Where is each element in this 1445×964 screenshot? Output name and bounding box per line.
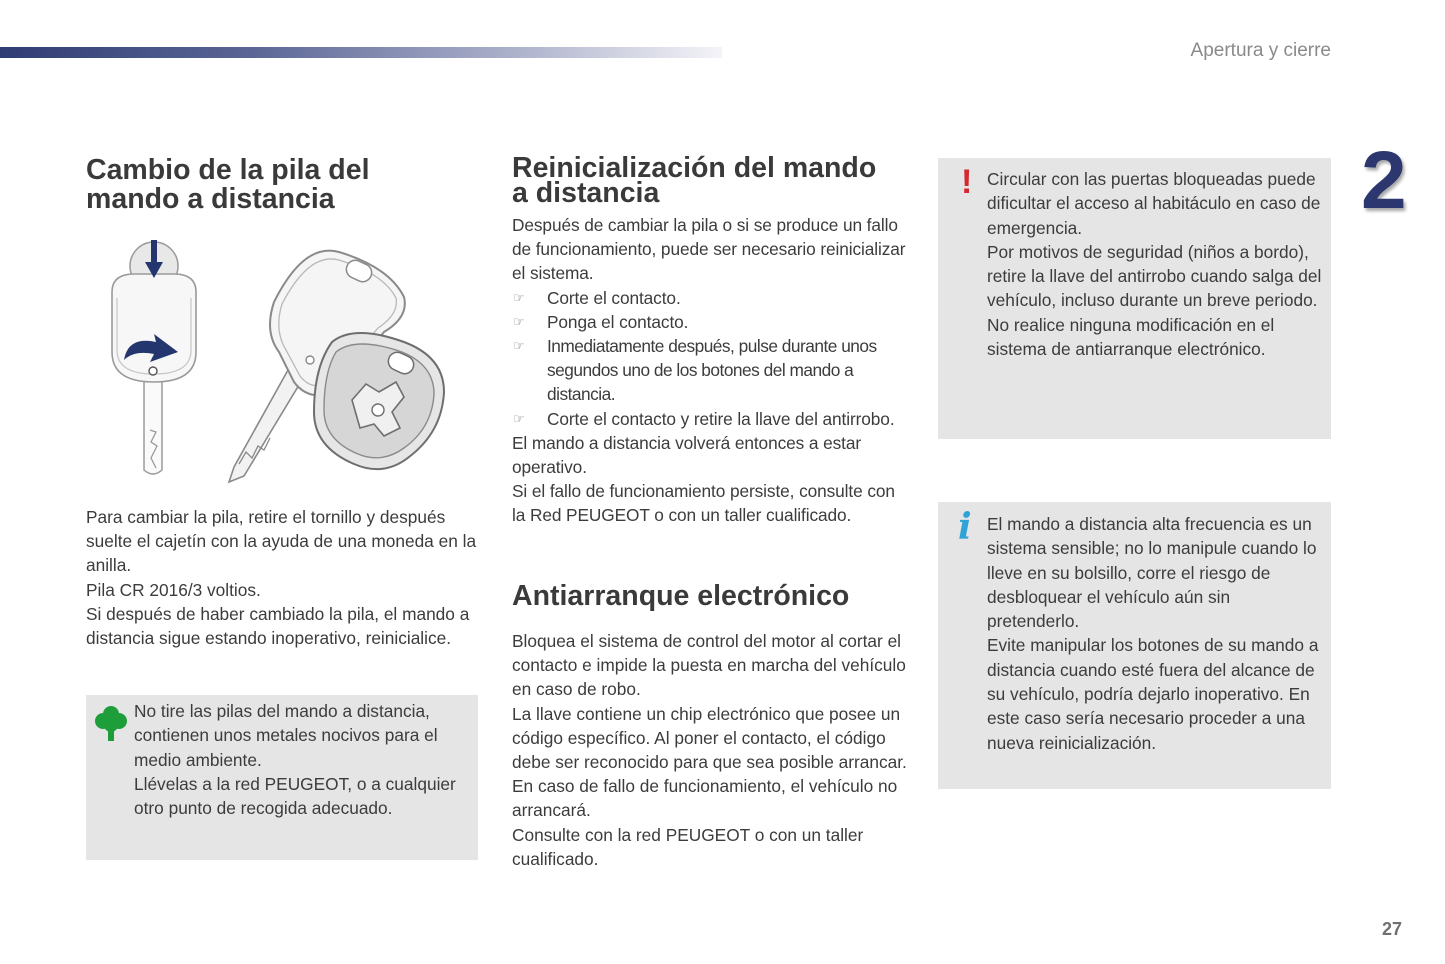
hand-pointer-icon: ☞ — [513, 289, 525, 305]
step-text: Corte el contacto. — [547, 287, 681, 308]
key-front-view — [112, 240, 196, 474]
warning-paragraph: No realice ninguna modificación en el sistema de antiarranque electrónico. — [987, 314, 1275, 360]
reset-heading-line1: Reinicialización del mando — [512, 152, 877, 184]
battery-heading-line2: mando a distancia — [86, 183, 335, 215]
warning-paragraph: Por motivos de seguridad (niños a bordo), retire la llave del antirrobo cuando salga del vehículo, incluso durante un breve periodo. — [987, 241, 1322, 311]
battery-heading — [86, 156, 478, 214]
list-item — [512, 407, 912, 431]
step-text: Corte el contacto y retire la llave del antirrobo. — [547, 408, 895, 429]
section-title: Apertura y cierre — [1190, 40, 1331, 61]
eco-note-box — [86, 695, 478, 860]
eco-note-paragraph: No tire las pilas del mando a distancia, contienen unos metales nocivos para el medio ambiente. — [134, 701, 438, 770]
eco-note-paragraph: Llévelas a la red PEUGEOT, o a cualquier otro punto de recogida adecuado. — [134, 773, 456, 819]
reset-text — [512, 213, 912, 528]
info-paragraph: Evite manipular los botones de su mando a distancia cuando esté fuera del alcance de su vehículo, podría dejarlo inoperativo. En este caso sería necesario proceder a una nueva reinicialización. — [987, 635, 1319, 753]
reset-after-paragraph: El mando a distancia volverá entonces a estar operativo. — [512, 432, 862, 478]
warning-paragraph: Circular con las puertas bloqueadas puede dificultar el acceso al habitáculo en caso de emergencia. — [987, 169, 1321, 238]
immobiliser-paragraph: La llave contiene un chip electrónico que posee un código específico. Al poner el contacto, el código debe ser reconocido para que sea posible arrancar. — [512, 703, 907, 773]
reset-steps-list — [512, 286, 912, 431]
battery-text — [86, 505, 478, 650]
battery-paragraph: Para cambiar la pila, retire el tornillo y después suelte el cajetín con la ayuda de una moneda en la anilla. — [86, 507, 477, 576]
battery-section — [86, 156, 478, 214]
warning-box — [938, 158, 1331, 439]
immobiliser-paragraph: En caso de fallo de funcionamiento, el vehículo no arrancará. — [512, 776, 898, 821]
warning-text — [987, 167, 1323, 361]
step-text: Ponga el contacto. — [547, 311, 689, 332]
immobiliser-heading: Antiarranque electrónico — [512, 580, 850, 612]
key-battery-illustration — [104, 232, 449, 490]
immobiliser-paragraph: Consulte con la red PEUGEOT o con un taller cualificado. — [512, 824, 864, 869]
tree-icon — [94, 703, 128, 743]
information-icon: i — [958, 506, 972, 548]
reset-heading-line2: a distancia — [512, 177, 660, 209]
reset-intro: Después de cambiar la pila o si se produce un fallo de funcionamiento, puede ser necesario reinicializar el sistema. — [512, 215, 906, 284]
exclamation-warning-icon: ! — [961, 163, 973, 201]
list-item — [512, 286, 912, 310]
chapter-number: 2 — [1361, 135, 1407, 226]
info-box — [938, 502, 1331, 789]
info-paragraph: El mando a distancia alta frecuencia es un sistema sensible; no lo manipule cuando lo lleve en su bolsillo, corre el riesgo de desbloquear el vehículo aún sin pretenderlo. — [987, 514, 1317, 632]
hand-pointer-icon: ☞ — [513, 338, 525, 354]
list-item — [512, 334, 912, 407]
hand-pointer-icon: ☞ — [513, 313, 525, 329]
info-text — [987, 512, 1323, 755]
hand-pointer-icon: ☞ — [513, 410, 525, 426]
battery-heading-line1: Cambio de la pila del — [86, 154, 370, 186]
battery-paragraph: Pila CR 2016/3 voltios. — [86, 579, 261, 600]
reset-heading — [512, 152, 912, 209]
immobiliser-section — [512, 582, 912, 871]
battery-paragraph: Si después de haber cambiado la pila, el mando a distancia sigue estando inoperativo, reinicialice. — [86, 603, 470, 649]
step-text: Inmediatamente después, pulse durante unos segundos uno de los botones del mando a distancia. — [547, 336, 877, 405]
key-open-housing — [229, 251, 444, 482]
list-item — [512, 310, 912, 334]
header-gradient-bar — [0, 47, 722, 58]
page-number: 27 — [1382, 919, 1403, 939]
immobiliser-paragraph: Bloquea el sistema de control del motor al cortar el contacto e impide la puesta en marcha del vehículo en caso de robo. — [512, 631, 906, 700]
immobiliser-text — [512, 629, 912, 871]
reset-section — [512, 152, 912, 528]
eco-note-text — [134, 699, 470, 820]
reset-after-paragraph: Si el fallo de funcionamiento persiste, consulte con la Red PEUGEOT o con un taller cualificado. — [512, 481, 895, 526]
